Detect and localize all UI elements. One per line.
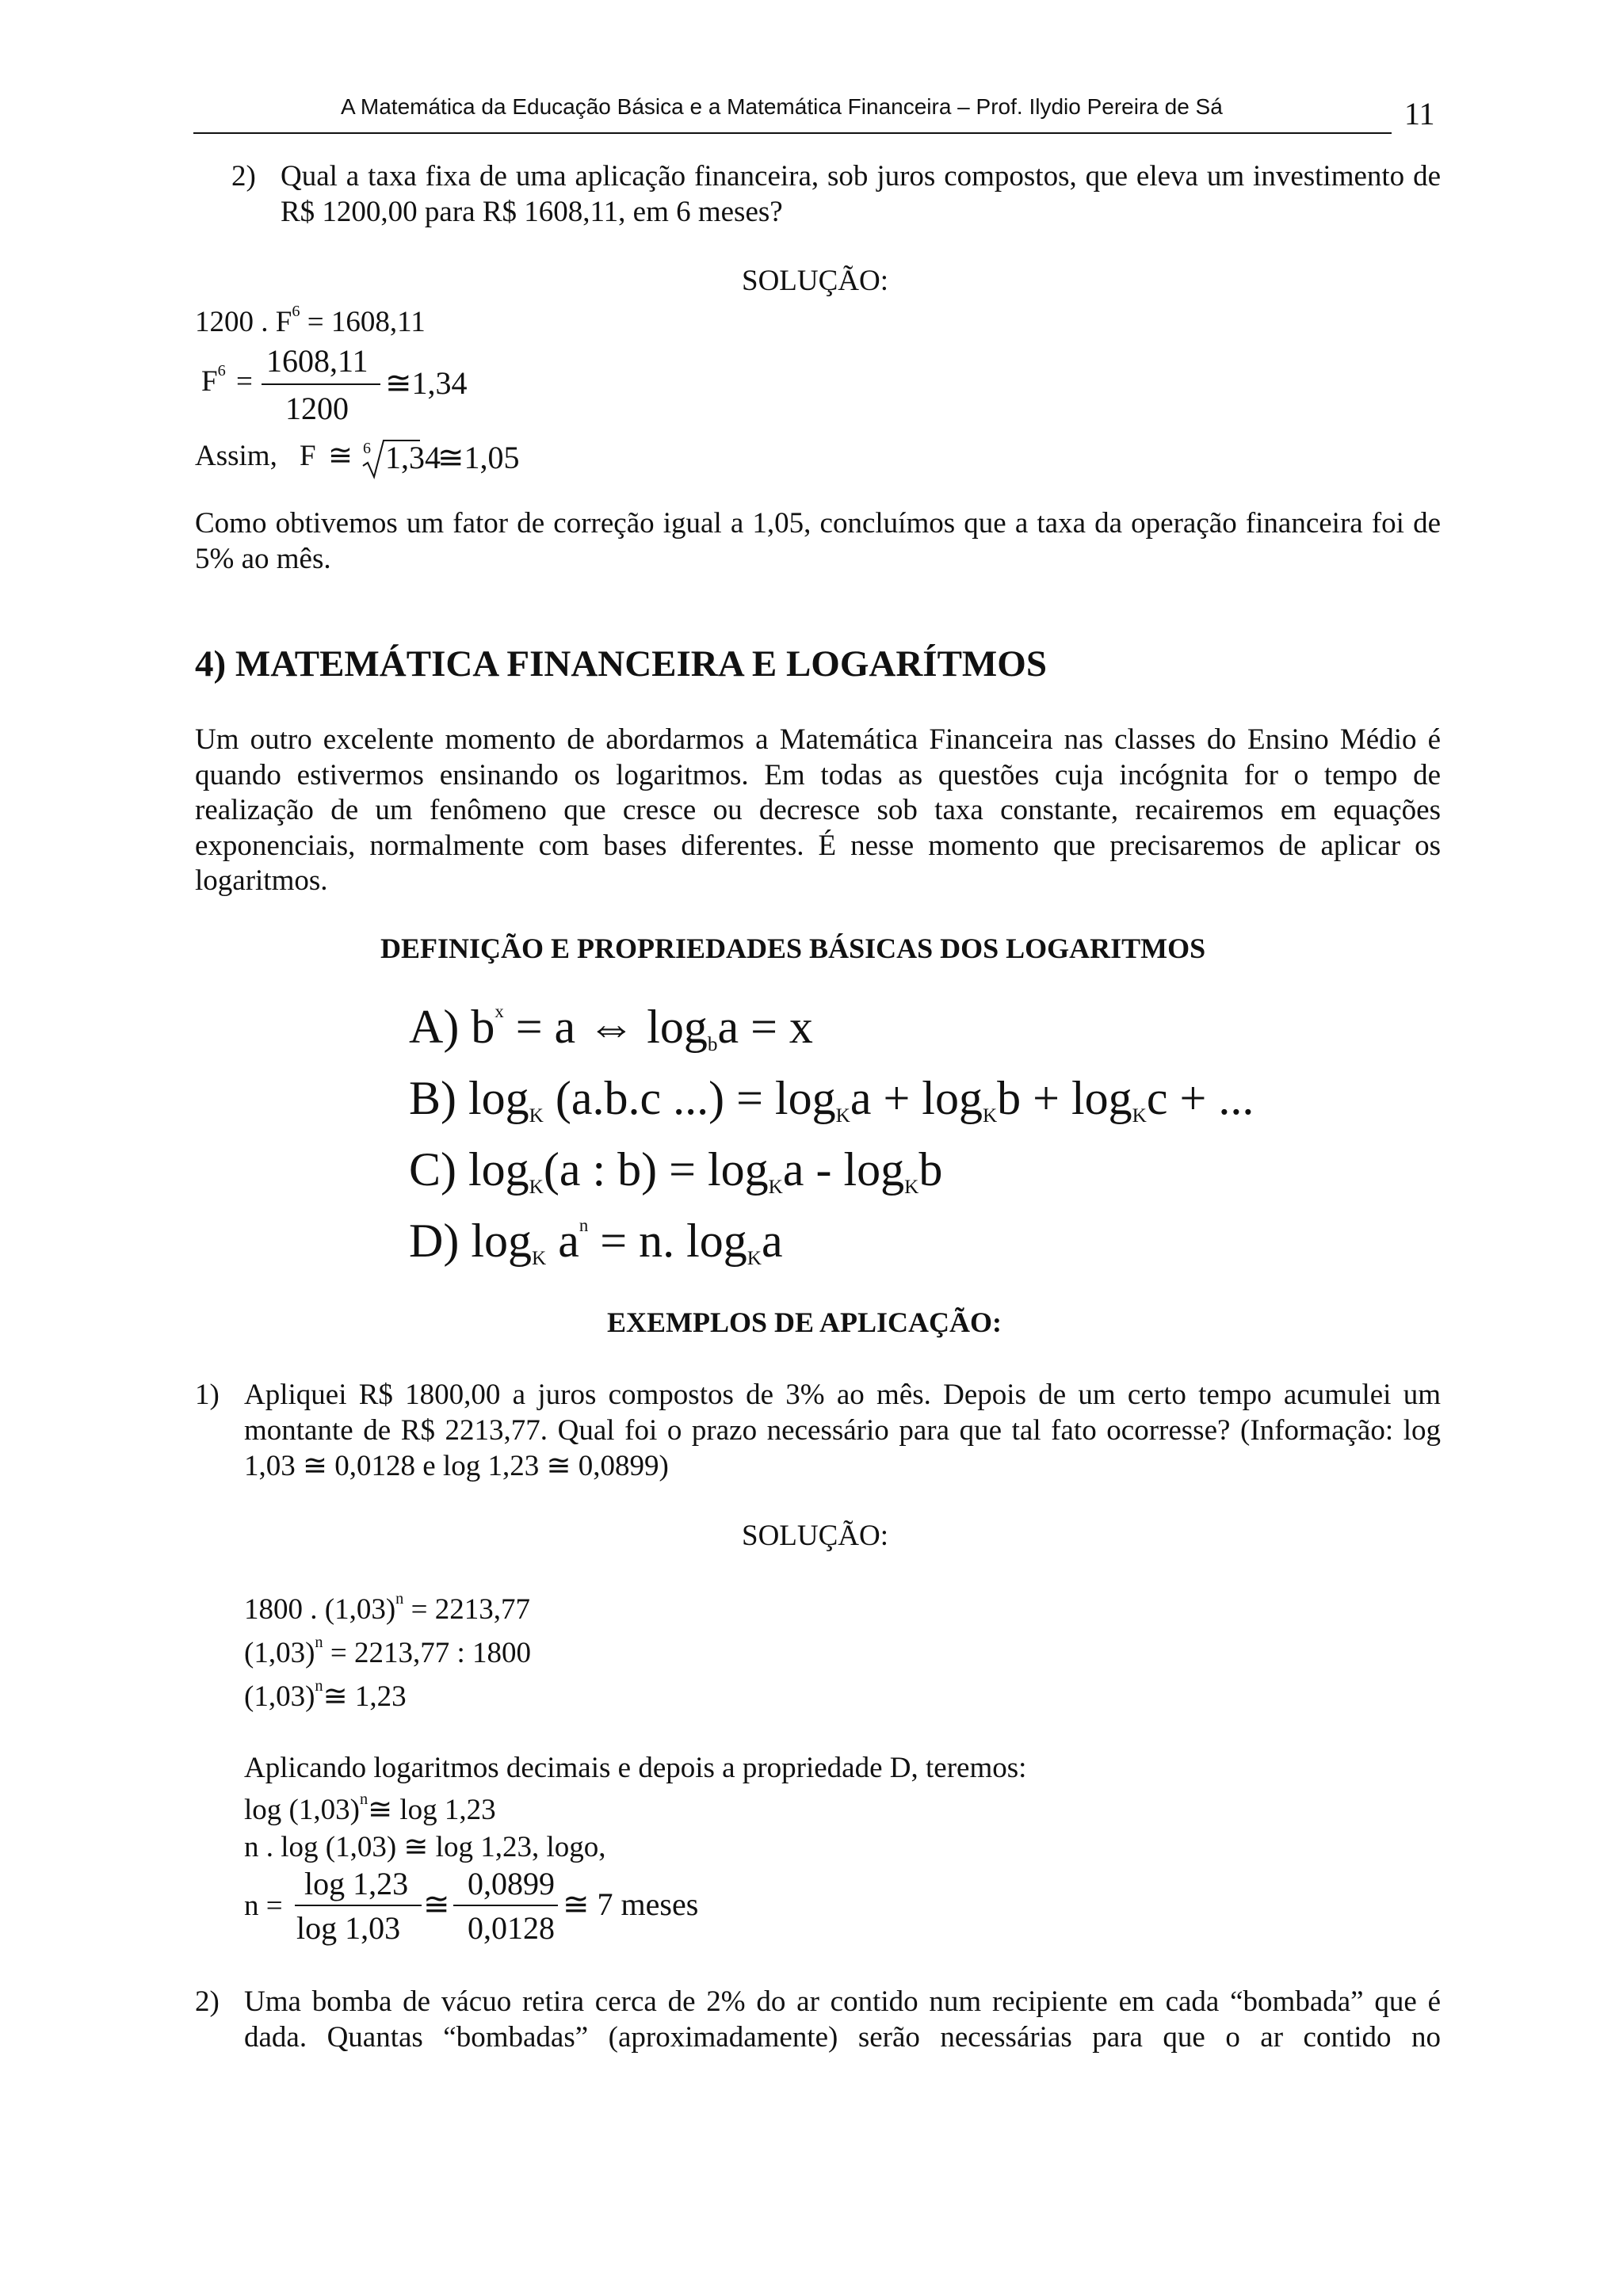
eq2-numerator: 1608,11 xyxy=(266,343,369,379)
property-b: B) $\log_K (a.b.c$ ...) = $\log_Ka + \log_Kb + \log_Kc$ + ... xyxy=(409,1072,1254,1127)
ex1-line-4: $\log (1,03)^n≅$ log 1,23 xyxy=(244,1790,496,1826)
eq2-result: ≅1,34 xyxy=(385,365,468,401)
ex1-result: ≅ 7 meses xyxy=(563,1886,699,1922)
section-intro: Um outro excelente momento de abordarmos a Matemática Financeira nas classes do Ensino Médio é quando estivermos ensinando os logaritmos. Em todas as questões cuja incógnita for o tempo de realização de um fenômeno que cresce ou decresce sob taxa constante, recairemos em equações exponenciais, normalmente com bases diferentes. É nesse momento que precisaremos de aplicar os logaritmos. xyxy=(195,723,1441,897)
fraction-1-bar xyxy=(295,1905,422,1906)
equation-1: 1200 . $F^6 = 1608,11$ xyxy=(195,302,426,338)
ex1-line-3: $(1,03)^n≅$ 1,23 xyxy=(244,1676,407,1713)
fraction-2-denominator: 0,0128 xyxy=(468,1910,555,1946)
equation-3 xyxy=(195,434,544,482)
eq2-equals: = xyxy=(236,365,253,398)
running-header: A Matemática da Educação Básica e a Matemática Financeira – Prof. Ilydio Pereira de Sá xyxy=(341,94,1223,119)
examples-heading: EXEMPLOS DE APLICAÇÃO: xyxy=(607,1306,1002,1338)
example-2 xyxy=(195,1984,1441,2057)
definitions-heading: DEFINIÇÃO E PROPRIEDADES BÁSICAS DOS LOGARITMOS xyxy=(380,933,1206,964)
example-1 xyxy=(195,1377,1441,1488)
approx-sign: ≅ xyxy=(423,1886,450,1922)
solution-label-2: SOLUÇÃO: xyxy=(742,1520,889,1552)
property-d: D) $\log_K a^n = n$. $\log_Ka$ xyxy=(409,1215,783,1270)
property-a: A) $b^x = a$ ⇔ $\log_ba = x$ xyxy=(409,1001,813,1056)
ex1-line-5: n . log (1,03) ≅ log 1,23, logo, xyxy=(244,1831,606,1863)
example-number: 1) xyxy=(195,1379,220,1411)
question-text: Qual a taxa fixa de uma aplicação financeira, sob juros compostos, que eleva um investimento de R$ 1200,00 para R$ 1608,11, em 6 meses? xyxy=(281,160,1441,228)
eq2-lhs: $F^6$ xyxy=(201,361,226,398)
n-equals: n = xyxy=(244,1890,283,1922)
example-text: Apliquei R$ 1800,00 a juros compostos de 3% ao mês. Depois de um certo tempo acumulei um montante de R$ 2213,77. Qual foi o prazo necessário para que tal fato ocorresse? (Informação: log 1,03 ≅ 0,0128 e log 1,23 ≅ 0,0899) xyxy=(244,1379,1441,1482)
ex1-line-1: 1800 . $(1,03)^n = 2213,77$ xyxy=(244,1589,530,1626)
ex1-final-equation xyxy=(244,1863,699,1951)
fraction-1-denominator: log 1,03 xyxy=(296,1910,401,1946)
ex1-apply: Aplicando logaritmos decimais e depois a propriedade D, teremos: xyxy=(244,1752,1027,1784)
section-heading: 4) MATEMÁTICA FINANCEIRA E LOGARÍTMOS xyxy=(195,643,1047,685)
equation-2 xyxy=(198,345,531,433)
root-index: 6 xyxy=(363,440,371,457)
eq2-fraction-bar xyxy=(262,383,380,385)
header-rule xyxy=(193,132,1392,134)
q2-conclusion: Como obtivemos um fator de correção igual a 1,05, concluímos que a taxa da operação financeira foi de 5% ao mês. xyxy=(195,507,1441,575)
question-2 xyxy=(231,158,1441,231)
radicand: 1,34 xyxy=(385,440,441,475)
ex1-line-2: $(1,03)^n = 2213,77$ : 1800 xyxy=(244,1633,531,1669)
fraction-2-numerator: 0,0899 xyxy=(468,1866,555,1901)
fraction-1-numerator: log 1,23 xyxy=(304,1866,409,1901)
example-number: 2) xyxy=(195,1985,220,2018)
fraction-2-bar xyxy=(453,1905,558,1906)
eq3-prefix: Assim, xyxy=(195,440,277,472)
property-c: C) $\log_K(a$ : $b) = \log_Ka - \log_Kb$ xyxy=(409,1143,943,1199)
solution-label: SOLUÇÃO: xyxy=(742,265,889,297)
eq3-result: ≅1,05 xyxy=(437,440,520,475)
example-text: Uma bomba de vácuo retira cerca de 2% do ar contido num recipiente em cada “bombada” que é dada. Quantas “bombadas” (aproximadamente) serão necessárias para que o ar contido no xyxy=(244,1985,1441,2054)
eq3-approx: ≅ xyxy=(328,440,353,472)
question-number: 2) xyxy=(231,160,256,193)
page-number: 11 xyxy=(1404,96,1435,132)
eq3-f: F xyxy=(300,440,316,472)
eq2-denominator: 1200 xyxy=(285,391,349,426)
